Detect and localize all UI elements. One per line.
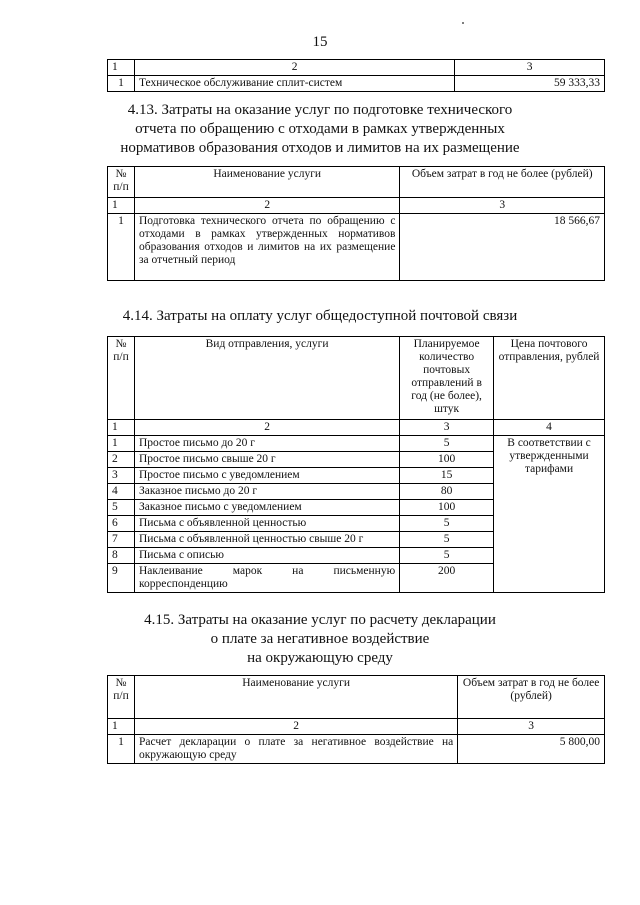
mail-qty: 200 <box>400 564 494 593</box>
table-continuation <box>107 59 605 92</box>
cost-value: 59 333,33 <box>455 76 605 92</box>
mail-type: Наклеивание марок на письменную корреспонденцию <box>134 564 399 593</box>
row-number: 1 <box>108 735 135 764</box>
table-row <box>108 214 605 281</box>
title-line: 4.13. Затраты на оказание услуг по подготовке технического <box>127 102 513 118</box>
table-index-row <box>108 60 605 76</box>
table-4-14 <box>107 336 605 593</box>
row-number: 2 <box>108 452 135 468</box>
mail-qty: 5 <box>400 532 494 548</box>
page-number: 15 <box>312 34 328 50</box>
row-number: 1 <box>108 76 135 92</box>
row-number: 5 <box>108 500 135 516</box>
row-number: 7 <box>108 532 135 548</box>
table-4-15 <box>107 675 605 764</box>
mail-type: Заказное письмо до 20 г <box>134 484 399 500</box>
header-num: № п/п <box>108 167 135 198</box>
service-name: Подготовка технического отчета по обращению с отходами в рамках утвержденных нормативов образования отходов и лимитов на их размещение за отчетный период <box>134 214 399 281</box>
index-cell: 1 <box>108 60 135 76</box>
section-4-15-title <box>0 611 640 668</box>
scan-dot <box>462 22 464 24</box>
header-value: Объем затрат в год не более (рублей) <box>400 167 605 198</box>
title-line: 4.15. Затраты на оказание услуг по расчету декларации <box>144 612 496 628</box>
header-name: Вид отправления, услуги <box>134 337 399 420</box>
row-number: 4 <box>108 484 135 500</box>
index-cell: 3 <box>400 198 605 214</box>
row-number: 8 <box>108 548 135 564</box>
table-row <box>108 76 605 92</box>
service-name: Техническое обслуживание сплит-систем <box>134 76 454 92</box>
header-price: Цена почтового отправления, рублей <box>494 337 605 420</box>
index-cell: 2 <box>134 60 454 76</box>
title-line: нормативов образования отходов и лимитов на их размещение <box>120 140 520 156</box>
header-num: № п/п <box>108 676 135 719</box>
mail-qty: 100 <box>400 500 494 516</box>
mail-type: Письма с объявленной ценностью свыше 20 г <box>134 532 399 548</box>
table-header <box>108 337 605 420</box>
index-cell: 3 <box>455 60 605 76</box>
row-number: 3 <box>108 468 135 484</box>
price-note: В соответствии с утвержденными тарифами <box>494 436 605 593</box>
table-4-13 <box>107 166 605 281</box>
table-row <box>108 735 605 764</box>
title-line: отчета по обращению с отходами в рамках утвержденных <box>135 121 505 137</box>
row-number: 9 <box>108 564 135 593</box>
header-num: № п/п <box>108 337 135 420</box>
mail-type: Письма с объявленной ценностью <box>134 516 399 532</box>
header-name: Наименование услуги <box>134 676 457 719</box>
header-qty: Планируемое количество почтовых отправлений в год (не более), штук <box>400 337 494 420</box>
section-4-13-title <box>0 101 640 158</box>
index-cell: 3 <box>458 719 605 735</box>
mail-type: Простое письмо свыше 20 г <box>134 452 399 468</box>
row-number: 1 <box>108 436 135 452</box>
mail-qty: 15 <box>400 468 494 484</box>
index-cell: 2 <box>134 719 457 735</box>
mail-type: Письма с описью <box>134 548 399 564</box>
row-number: 6 <box>108 516 135 532</box>
mail-qty: 80 <box>400 484 494 500</box>
cost-value: 18 566,67 <box>400 214 605 281</box>
index-cell: 3 <box>400 420 494 436</box>
index-cell: 2 <box>134 198 399 214</box>
header-name: Наименование услуги <box>134 167 399 198</box>
service-name: Расчет декларации о плате за негативное воздействие на окружающую среду <box>134 735 457 764</box>
table-index-row <box>108 719 605 735</box>
index-cell: 1 <box>108 198 135 214</box>
index-cell: 2 <box>134 420 399 436</box>
mail-qty: 5 <box>400 516 494 532</box>
mail-qty: 5 <box>400 436 494 452</box>
table-header <box>108 676 605 719</box>
table-index-row <box>108 420 605 436</box>
mail-type: Простое письмо с уведомлением <box>134 468 399 484</box>
index-cell: 4 <box>494 420 605 436</box>
title-line: о плате за негативное воздействие <box>210 631 430 647</box>
table-index-row <box>108 198 605 214</box>
mail-qty: 100 <box>400 452 494 468</box>
table-header <box>108 167 605 198</box>
section-4-14-title: 4.14. Затраты на оплату услуг общедоступной почтовой связи <box>122 308 518 324</box>
index-cell: 1 <box>108 719 135 735</box>
title-line: на окружающую среду <box>247 650 393 666</box>
mail-type: Простое письмо до 20 г <box>134 436 399 452</box>
header-value: Объем затрат в год не более (рублей) <box>458 676 605 719</box>
row-number: 1 <box>108 214 135 281</box>
cost-value: 5 800,00 <box>458 735 605 764</box>
mail-qty: 5 <box>400 548 494 564</box>
mail-type: Заказное письмо с уведомлением <box>134 500 399 516</box>
index-cell: 1 <box>108 420 135 436</box>
table-row <box>108 436 605 452</box>
